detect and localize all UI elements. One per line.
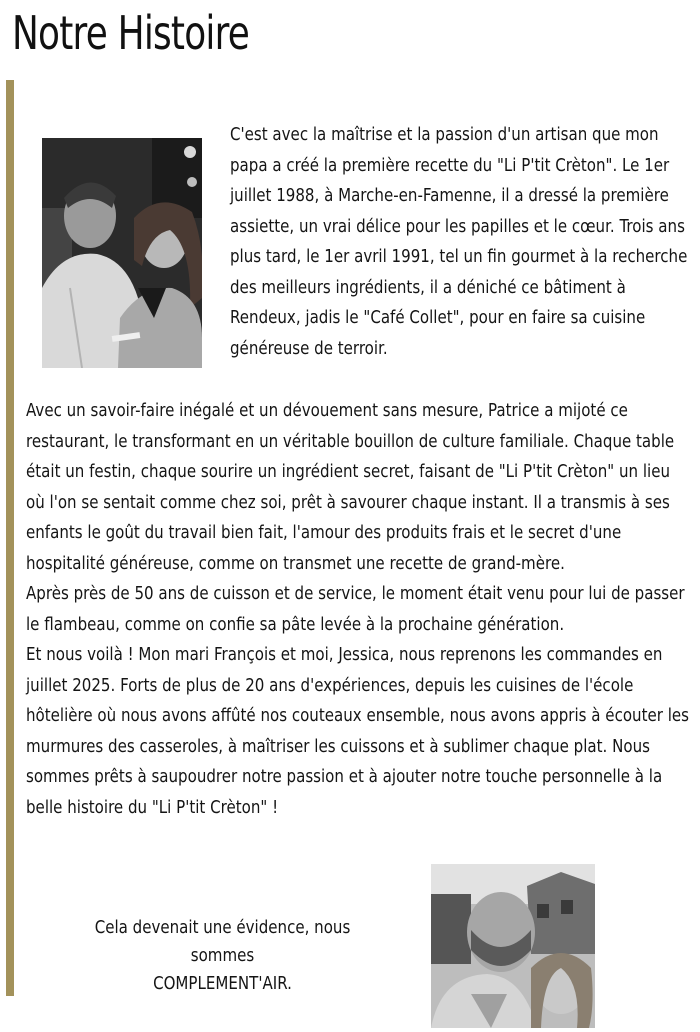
intro-paragraph: C'est avec la maîtrise et la passion d'un artisan que mon papa a créé la première recette du "Li P'tit Crèton". Le 1er juillet 1988, à Marche-en-Famenne, il a dressé la première assiette, un vrai délice pour les papilles et le cœur. Trois ans plus tard, le 1er avril 1991, tel un fin gourmet à la recherche des meilleurs ingrédients, il a déniché ce bâtiment à Rendeux, jadis le "Café Collet", pour en faire sa cuisine généreuse de terroir. xyxy=(230,125,688,359)
page-title: Notre Histoire xyxy=(12,6,250,60)
accent-bar xyxy=(6,80,14,996)
story-paragraph-1: Avec un savoir-faire inégalé et un dévouement sans mesure, Patrice a mijoté ce restaurant, le transformant en un véritable bouillon de culture familiale. Chaque table était un festin, chaque sourire un ingrédient secret, faisant de "Li P'tit Crèton" un lieu où l'on se sentait comme chez soi, prêt à savourer chaque instant. Il a transmis à ses enfants le goût du travail bien fait, l'amour des produits frais et le secret d'une hospitalité généreuse, comme on transmet une recette de grand-mère. xyxy=(26,401,675,574)
intro-text-block xyxy=(230,120,692,364)
new-owners-photo xyxy=(431,864,595,1028)
closing-line-2: COMPLEMENT'AIR. xyxy=(153,974,292,994)
closing-line-1: Cela devenait une évidence, nous sommes xyxy=(94,918,351,966)
story-paragraph-2: Après près de 50 ans de cuisson et de service, le moment était venu pour lui de passer le flambeau, comme on confie sa pâte levée à la prochaine génération. xyxy=(26,584,685,635)
story-text-block xyxy=(26,396,692,823)
founder-couple-photo xyxy=(42,138,202,368)
story-paragraph-3: Et nous voilà ! Mon mari François et moi, Jessica, nous reprenons les commandes en juillet 2025. Forts de plus de 20 ans d'expériences, depuis les cuisines de l'école hôtelière où nous avons affûté nos couteaux ensemble, nous avons appris à écouter les murmures des casseroles, à maîtriser les cuissons et à sublimer chaque plat. Nous sommes prêts à saupoudrer notre passion et à ajouter notre touche personnelle à la belle histoire du "Li P'tit Crèton" ! xyxy=(26,645,690,818)
closing-statement xyxy=(40,914,405,998)
